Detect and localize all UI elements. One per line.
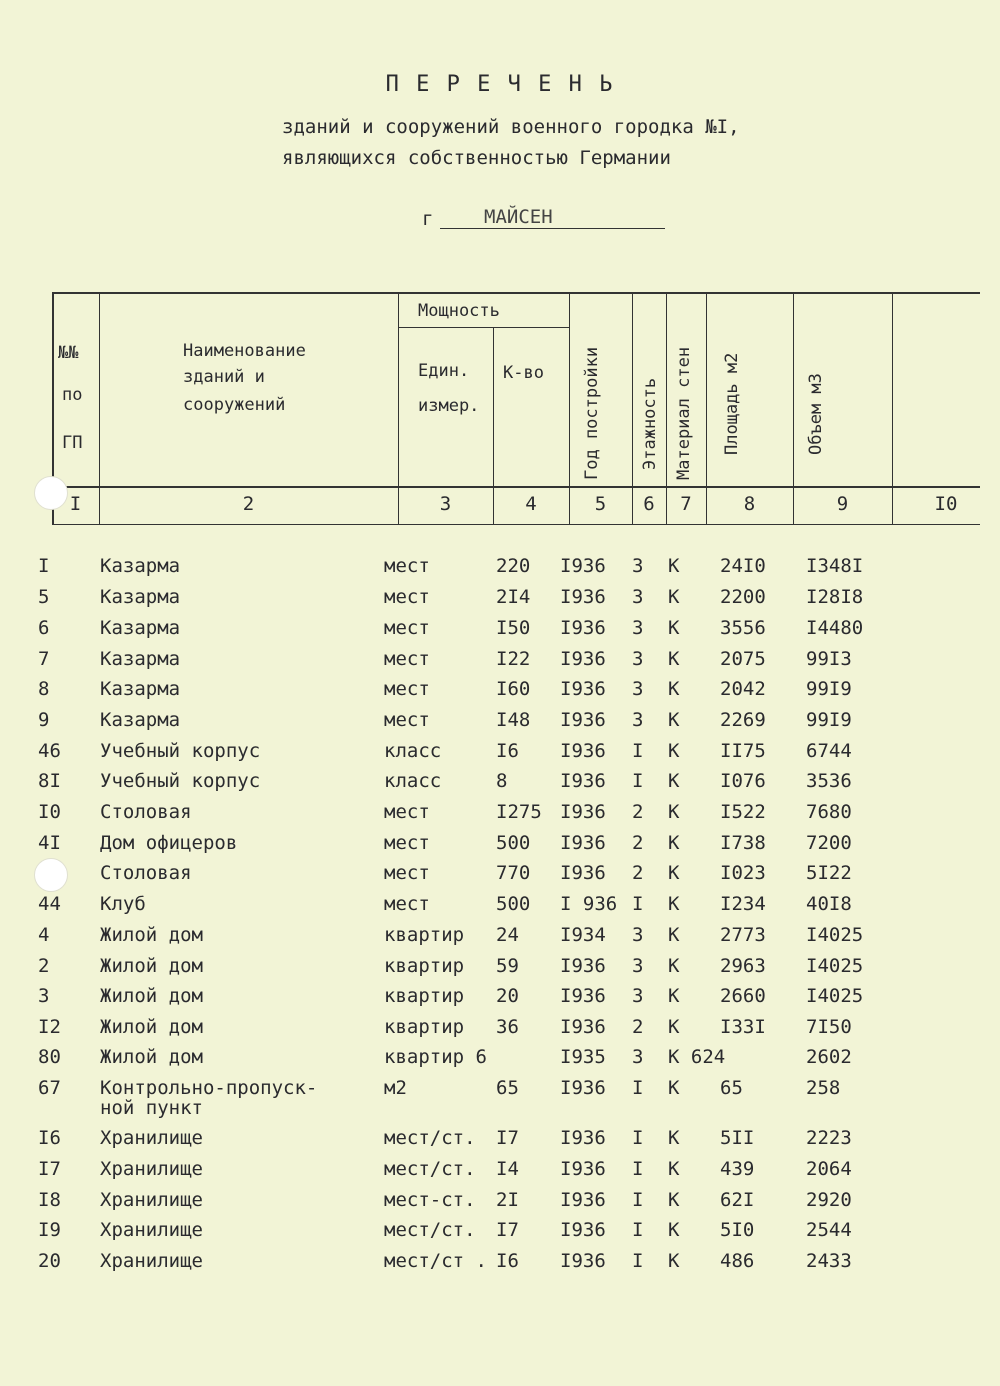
wall-material: К <box>668 648 680 670</box>
header-name-1: Наименование <box>183 341 306 361</box>
table-row <box>0 985 1000 1015</box>
year-built: I936 <box>560 1189 606 1211</box>
unit: мест <box>384 555 430 577</box>
row-number: 8I <box>38 770 61 792</box>
column-number: 8 <box>743 493 756 515</box>
floors: I <box>632 1189 644 1211</box>
header-mid-line <box>52 486 980 488</box>
year-built: I936 <box>560 648 606 670</box>
year-built: I936 <box>560 586 606 608</box>
volume: I4025 <box>806 924 864 946</box>
unit: мест/ст. <box>384 1127 476 1149</box>
city-prefix: г <box>422 208 434 230</box>
wall-material: К <box>668 555 680 577</box>
wall-material: К <box>668 1127 680 1149</box>
vline <box>793 292 794 525</box>
quantity: 20 <box>496 985 519 1007</box>
vline <box>666 292 667 525</box>
building-name: Дом офицеров <box>100 832 238 854</box>
year-built: I936 <box>560 1250 606 1272</box>
building-name: Контрольно-пропуск- <box>100 1077 318 1099</box>
volume: I4480 <box>806 617 864 639</box>
area: 62I <box>720 1189 755 1211</box>
vline <box>569 292 570 525</box>
header-capacity: Мощность <box>418 301 500 321</box>
unit: мест <box>384 709 430 731</box>
vline <box>632 292 633 525</box>
row-number: 3 <box>38 985 50 1007</box>
header-unit-2: измер. <box>418 396 480 416</box>
floors: 3 <box>632 985 644 1007</box>
building-name: Клуб <box>100 893 146 915</box>
unit: мест/ст . <box>384 1250 487 1272</box>
header-top-line <box>52 292 980 294</box>
quantity: 500 <box>496 832 531 854</box>
building-name: Жилой дом <box>100 924 203 946</box>
quantity: I22 <box>496 648 531 670</box>
area: 486 <box>720 1250 755 1272</box>
building-name: Столовая <box>100 862 192 884</box>
area: 5I0 <box>720 1219 755 1241</box>
header-qty: К-во <box>503 363 544 383</box>
quantity: 2I4 <box>496 586 531 608</box>
wall-material: К <box>668 893 680 915</box>
row-number: 2 <box>38 955 50 977</box>
row-number: 5 <box>38 586 50 608</box>
table-row <box>0 555 1000 585</box>
floors: 2 <box>632 801 644 823</box>
volume: I348I <box>806 555 864 577</box>
header-no-1: №№ <box>58 343 79 363</box>
wall-material: К <box>668 985 680 1007</box>
floors: 3 <box>632 555 644 577</box>
building-name: Хранилище <box>100 1127 203 1149</box>
header-name-3: сооружений <box>183 395 286 415</box>
unit: мест <box>384 678 430 700</box>
row-number: 80 <box>38 1046 61 1068</box>
area: I522 <box>720 801 766 823</box>
table-row <box>0 924 1000 954</box>
wall-material: К <box>668 801 680 823</box>
unit: квартир <box>384 1016 465 1038</box>
row-number: 7 <box>38 648 50 670</box>
quantity: I60 <box>496 678 531 700</box>
header-bottom-line <box>52 524 980 525</box>
floors: I <box>632 1219 644 1241</box>
table-row <box>0 678 1000 708</box>
table-row <box>0 1077 1000 1119</box>
volume: I4025 <box>806 955 864 977</box>
floors: 3 <box>632 678 644 700</box>
volume: 3536 <box>806 770 852 792</box>
quantity: I6 <box>496 1250 519 1272</box>
building-name: Хранилище <box>100 1158 203 1180</box>
volume: I28I8 <box>806 586 864 608</box>
table-row <box>0 1189 1000 1219</box>
area: 3556 <box>720 617 766 639</box>
building-name: Жилой дом <box>100 985 203 1007</box>
floors: 3 <box>632 709 644 731</box>
year-built: I936 <box>560 709 606 731</box>
quantity: I7 <box>496 1127 519 1149</box>
header-floors: Этажность <box>640 377 660 470</box>
unit: мест/ст. <box>384 1158 476 1180</box>
building-name: Казарма <box>100 555 181 577</box>
column-number: 3 <box>439 493 452 515</box>
row-number: 4I <box>38 832 61 854</box>
floors: 3 <box>632 648 644 670</box>
year-built: I934 <box>560 924 606 946</box>
unit: квартир <box>384 955 465 977</box>
wall-material: К <box>668 1158 680 1180</box>
document-subtitle-line2: являющихся собственностью Германии <box>282 147 671 169</box>
area: 2963 <box>720 955 766 977</box>
table-row <box>0 586 1000 616</box>
unit: мест <box>384 617 430 639</box>
floors: I <box>632 1250 644 1272</box>
column-number: 5 <box>594 493 607 515</box>
building-name: Учебный корпус <box>100 770 261 792</box>
floors: I <box>632 1127 644 1149</box>
year-built: I936 <box>560 955 606 977</box>
wall-material: К <box>668 1219 680 1241</box>
quantity: I48 <box>496 709 531 731</box>
area: 2200 <box>720 586 766 608</box>
volume: 5I22 <box>806 862 852 884</box>
volume: 2920 <box>806 1189 852 1211</box>
row-number: 20 <box>38 1250 61 1272</box>
unit: квартир <box>384 985 465 1007</box>
quantity: 36 <box>496 1016 519 1038</box>
area: 439 <box>720 1158 755 1180</box>
floors: I <box>632 740 644 762</box>
table-row <box>0 770 1000 800</box>
area: 2042 <box>720 678 766 700</box>
quantity: I4 <box>496 1158 519 1180</box>
area: I076 <box>720 770 766 792</box>
floors: 2 <box>632 1016 644 1038</box>
table-row <box>0 1158 1000 1188</box>
header-year: Год постройки <box>582 346 602 480</box>
column-number: 6 <box>643 493 655 515</box>
punch-hole <box>34 476 68 510</box>
row-number: 44 <box>38 893 61 915</box>
column-number: 7 <box>680 493 692 515</box>
row-number: 67 <box>38 1077 61 1099</box>
quantity: 8 <box>496 770 508 792</box>
row-number: I6 <box>38 1127 61 1149</box>
year-built: I936 <box>560 617 606 639</box>
column-number: I0 <box>934 493 958 515</box>
unit: мест/ст. <box>384 1219 476 1241</box>
quantity: I275 <box>496 801 542 823</box>
volume: I4025 <box>806 985 864 1007</box>
row-number: I2 <box>38 1016 61 1038</box>
area: I023 <box>720 862 766 884</box>
row-number: I7 <box>38 1158 61 1180</box>
year-built: I936 <box>560 1158 606 1180</box>
year-built: I936 <box>560 1077 606 1099</box>
year-built: I936 <box>560 770 606 792</box>
wall-material: К <box>668 862 680 884</box>
table-row <box>0 893 1000 923</box>
building-name: Учебный корпус <box>100 740 261 762</box>
unit: квартир <box>384 924 465 946</box>
building-name: Жилой дом <box>100 1046 203 1068</box>
year-built: I936 <box>560 1016 606 1038</box>
area: I234 <box>720 893 766 915</box>
header-material: Материал стен <box>674 346 694 480</box>
wall-material: К 624 <box>668 1046 726 1068</box>
header-volume: Объем м3 <box>806 373 826 455</box>
row-number: 6 <box>38 617 50 639</box>
quantity: 24 <box>496 924 519 946</box>
wall-material: К <box>668 586 680 608</box>
floors: I <box>632 893 644 915</box>
area: II75 <box>720 740 766 762</box>
unit: мест <box>384 586 430 608</box>
header-unit-1: Един. <box>418 361 470 381</box>
volume: 2223 <box>806 1127 852 1149</box>
quantity: 59 <box>496 955 519 977</box>
table-row <box>0 1219 1000 1249</box>
row-number: I0 <box>38 801 61 823</box>
wall-material: К <box>668 1189 680 1211</box>
area: I738 <box>720 832 766 854</box>
unit: мест <box>384 648 430 670</box>
row-number: I9 <box>38 1219 61 1241</box>
building-name: Казарма <box>100 648 181 670</box>
table-row <box>0 1046 1000 1076</box>
wall-material: К <box>668 740 680 762</box>
building-name: Казарма <box>100 617 181 639</box>
wall-material: К <box>668 924 680 946</box>
vline <box>706 292 707 525</box>
unit: мест <box>384 893 430 915</box>
building-name-continued: ной пункт <box>100 1097 203 1119</box>
building-name: Хранилище <box>100 1250 203 1272</box>
floors: 3 <box>632 617 644 639</box>
volume: 258 <box>806 1077 841 1099</box>
table-row <box>0 648 1000 678</box>
unit: мест <box>384 862 430 884</box>
vline <box>398 292 399 525</box>
volume: 40I8 <box>806 893 852 915</box>
area: I33I <box>720 1016 766 1038</box>
year-built: I936 <box>560 740 606 762</box>
area: 2075 <box>720 648 766 670</box>
year-built: I936 <box>560 1127 606 1149</box>
unit: мест <box>384 801 430 823</box>
row-number: I8 <box>38 1189 61 1211</box>
volume: 99I9 <box>806 678 852 700</box>
wall-material: К <box>668 770 680 792</box>
building-name: Жилой дом <box>100 1016 203 1038</box>
quantity: 770 <box>496 862 531 884</box>
wall-material: К <box>668 617 680 639</box>
unit: класс <box>384 740 442 762</box>
table-row <box>0 740 1000 770</box>
quantity: 500 <box>496 893 531 915</box>
table-row <box>0 862 1000 892</box>
table-row <box>0 1016 1000 1046</box>
table-row <box>0 617 1000 647</box>
floors: I <box>632 1158 644 1180</box>
building-name: Казарма <box>100 678 181 700</box>
row-number: 8 <box>38 678 50 700</box>
area: 2269 <box>720 709 766 731</box>
city-underline <box>440 228 665 229</box>
wall-material: К <box>668 1077 680 1099</box>
table-row <box>0 1250 1000 1280</box>
table-row <box>0 832 1000 862</box>
floors: 3 <box>632 1046 644 1068</box>
floors: 3 <box>632 955 644 977</box>
column-number: 4 <box>525 493 537 515</box>
floors: 2 <box>632 832 644 854</box>
building-name: Хранилище <box>100 1189 203 1211</box>
year-built: I936 <box>560 678 606 700</box>
header-no-2: по <box>62 385 83 405</box>
table-row <box>0 955 1000 985</box>
row-number: 9 <box>38 709 50 731</box>
row-number: 46 <box>38 740 61 762</box>
quantity: 65 <box>496 1077 519 1099</box>
building-name: Хранилище <box>100 1219 203 1241</box>
volume: 99I9 <box>806 709 852 731</box>
year-built: I936 <box>560 801 606 823</box>
column-number: I <box>69 493 82 515</box>
area: 2660 <box>720 985 766 1007</box>
building-name: Столовая <box>100 801 192 823</box>
capacity-divider <box>398 327 569 328</box>
volume: 7I50 <box>806 1016 852 1038</box>
wall-material: К <box>668 955 680 977</box>
document-title: П Е Р Е Ч Е Н Ь <box>385 72 615 97</box>
floors: I <box>632 1077 644 1099</box>
volume: 2433 <box>806 1250 852 1272</box>
area: 2773 <box>720 924 766 946</box>
unit: м2 <box>384 1077 407 1099</box>
vline <box>892 292 893 525</box>
wall-material: К <box>668 1016 680 1038</box>
floors: 3 <box>632 586 644 608</box>
year-built: I936 <box>560 1219 606 1241</box>
floors: 3 <box>632 924 644 946</box>
volume: 2544 <box>806 1219 852 1241</box>
quantity: 220 <box>496 555 531 577</box>
city-name: МАЙСЕН <box>484 206 553 228</box>
table-row <box>0 709 1000 739</box>
volume: 2064 <box>806 1158 852 1180</box>
header-area: Площадь м2 <box>722 352 742 455</box>
column-number: 9 <box>836 493 849 515</box>
year-built: I 936 <box>560 893 618 915</box>
floors: 2 <box>632 862 644 884</box>
floors: I <box>632 770 644 792</box>
quantity: I7 <box>496 1219 519 1241</box>
unit: мест <box>384 832 430 854</box>
volume: 7680 <box>806 801 852 823</box>
volume: 99I3 <box>806 648 852 670</box>
quantity: I6 <box>496 740 519 762</box>
year-built: I935 <box>560 1046 606 1068</box>
wall-material: К <box>668 832 680 854</box>
year-built: I936 <box>560 832 606 854</box>
wall-material: К <box>668 709 680 731</box>
volume: 2602 <box>806 1046 852 1068</box>
row-number: 4 <box>38 924 50 946</box>
table-row <box>0 801 1000 831</box>
area: 5II <box>720 1127 755 1149</box>
wall-material: К <box>668 678 680 700</box>
unit: мест-ст. <box>384 1189 476 1211</box>
header-no-3: ГП <box>62 433 83 453</box>
table-row <box>0 1127 1000 1157</box>
unit: квартир 6 <box>384 1046 487 1068</box>
year-built: I936 <box>560 555 606 577</box>
area: 24I0 <box>720 555 766 577</box>
year-built: I936 <box>560 985 606 1007</box>
row-number: I <box>38 555 50 577</box>
vline <box>99 292 100 525</box>
column-number: 2 <box>242 493 255 515</box>
quantity: I50 <box>496 617 531 639</box>
quantity: 2I <box>496 1189 519 1211</box>
volume: 6744 <box>806 740 852 762</box>
header-name-2: зданий и <box>183 367 265 387</box>
document-subtitle-line1: зданий и сооружений военного городка №I, <box>282 116 740 138</box>
volume: 7200 <box>806 832 852 854</box>
building-name: Казарма <box>100 709 181 731</box>
unit: класс <box>384 770 442 792</box>
building-name: Казарма <box>100 586 181 608</box>
building-name: Жилой дом <box>100 955 203 977</box>
area: 65 <box>720 1077 743 1099</box>
wall-material: К <box>668 1250 680 1272</box>
year-built: I936 <box>560 862 606 884</box>
